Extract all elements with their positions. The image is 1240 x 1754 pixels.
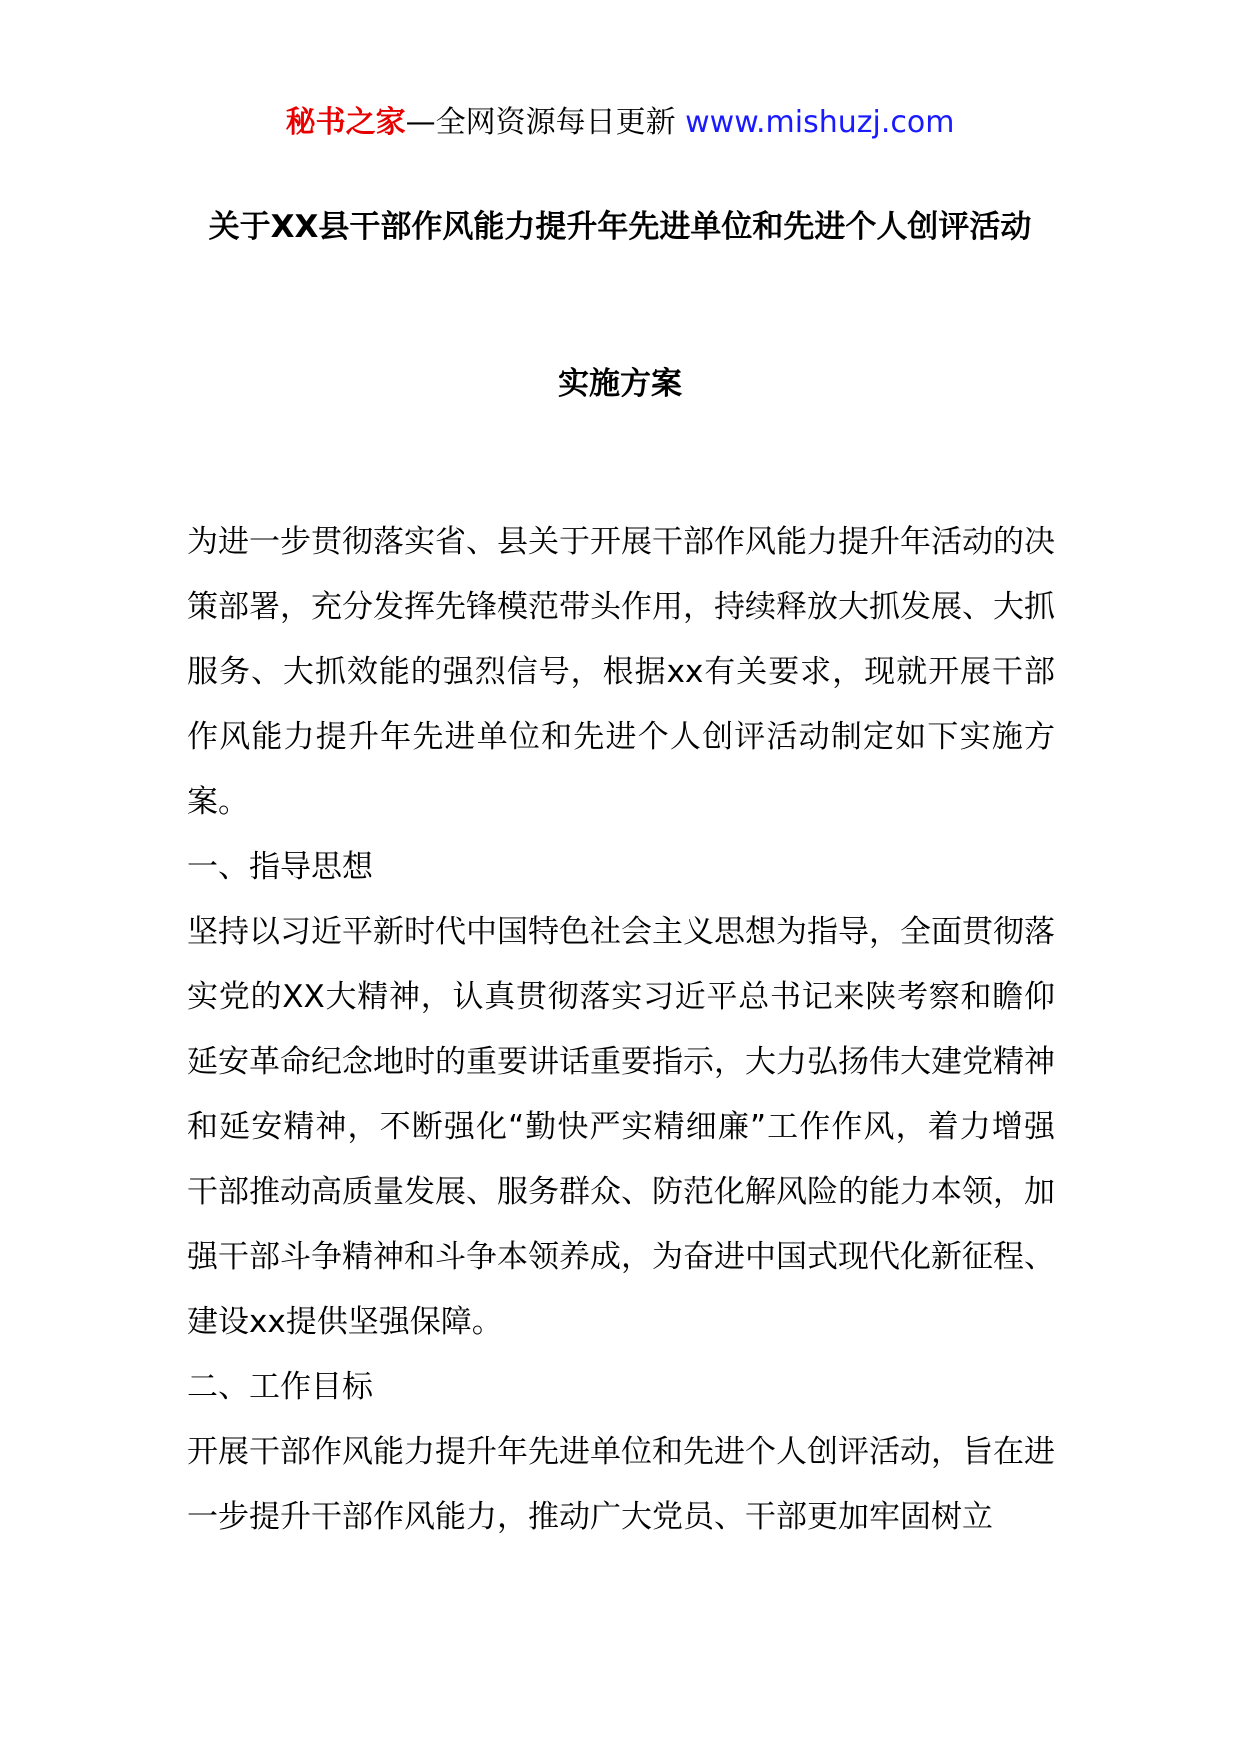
section-heading-guiding-thought: 一、指导思想 [187,849,373,885]
work-goals-paragraph: 开展干部作风能力提升年先进单位和先进个人创评活动，旨在进一步提升干部作风能力，推动广大党员、干部更加牢固树立 [187,1434,1055,1535]
site-url-link[interactable]: www.mishuzj.com [685,105,955,140]
section-heading-work-goals: 二、工作目标 [187,1369,373,1405]
document-body [187,510,1055,1550]
intro-paragraph: 为进一步贯彻落实省、县关于开展干部作风能力提升年活动的决策部署，充分发挥先锋模范带头作用，持续释放大抓发展、大抓服务、大抓效能的强烈信号，根据xx有关要求，现就开展干部作风能力提升年先进单位和先进个人创评活动制定如下实施方案。 [187,524,1055,820]
document-subtitle: 实施方案 [558,366,682,402]
banner-tagline: —全网资源每日更新 [405,105,676,140]
document-title: 关于XX县干部作风能力提升年先进单位和先进个人创评活动 [208,209,1032,245]
guiding-thought-paragraph: 坚持以习近平新时代中国特色社会主义思想为指导，全面贯彻落实党的XX大精神，认真贯彻落实习近平总书记来陕考察和瞻仰延安革命纪念地时的重要讲话重要指示，大力弘扬伟大建党精神和延安精神，不断强化“勤快严实精细廉”工作作风，着力增强干部推动高质量发展、服务群众、防范化解风险的能力本领，加强干部斗争精神和斗争本领养成，为奋进中国式现代化新征程、建设xx提供坚强保障。 [187,914,1055,1340]
brand-name: 秘书之家 [285,105,406,140]
site-banner [0,100,1240,146]
